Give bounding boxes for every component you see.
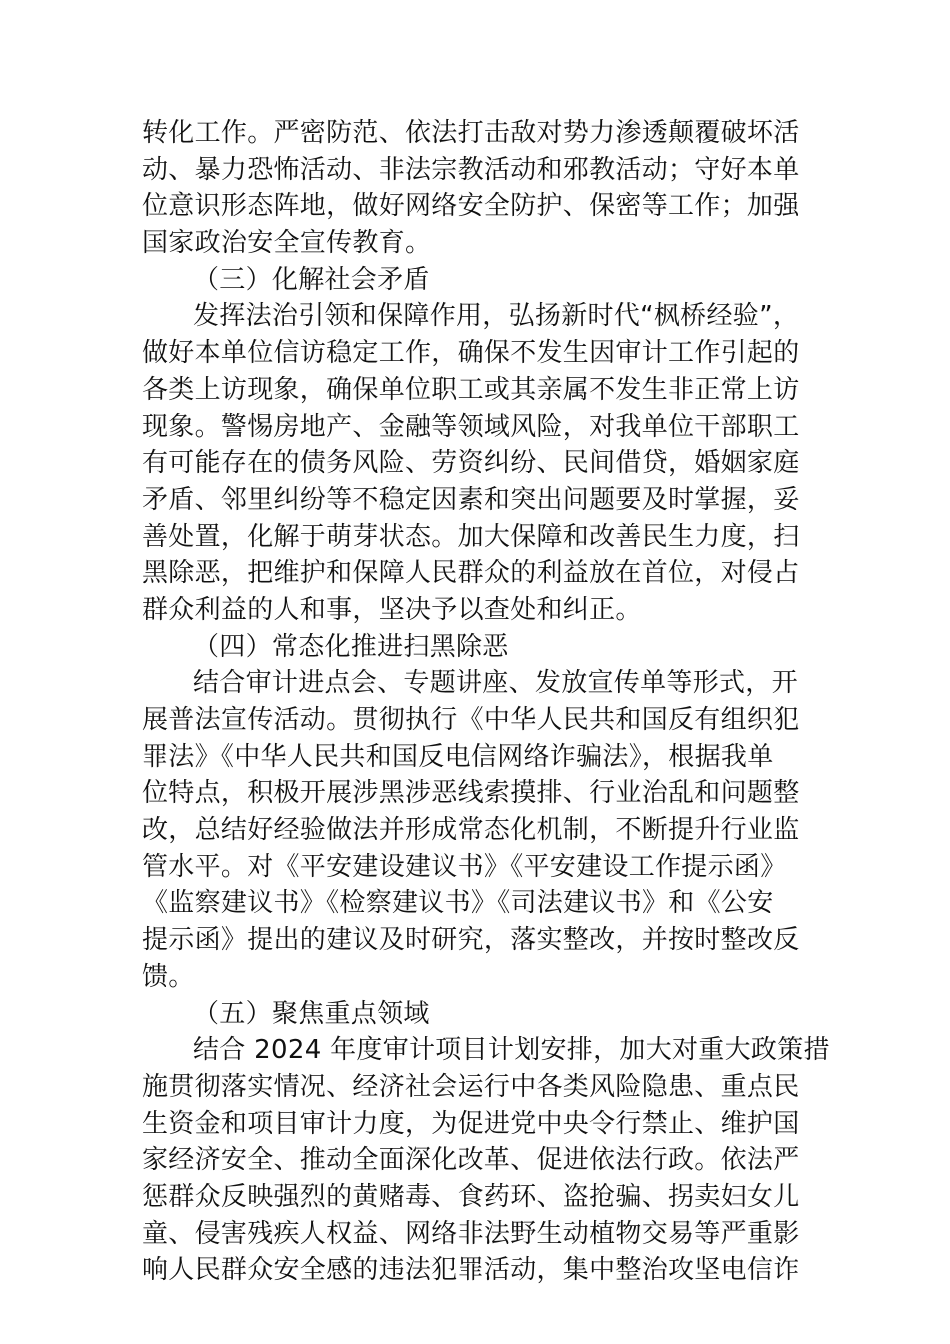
section-heading-4: （四）常态化推进扫黑除恶 — [193, 631, 509, 662]
body-line: 发挥法治引领和保障作用，弘扬新时代“枫桥经验”， — [193, 301, 800, 332]
body-line: 提示函》提出的建议及时研究，落实整改，并按时整改反 — [142, 925, 800, 956]
body-line: 结合 2024 年度审计项目计划安排，加大对重大政策措 — [193, 1035, 830, 1066]
body-line: 罪法》《中华人民共和国反电信网络诈骗法》，根据我单 — [142, 741, 774, 772]
body-line: 响人民群众安全感的违法犯罪活动，集中整治攻坚电信诈 — [142, 1255, 800, 1286]
body-line: 施贯彻落实情况、经济社会运行中各类风险隐患、重点民 — [142, 1071, 800, 1102]
body-line: 现象。警惕房地产、金融等领域风险，对我单位干部职工 — [142, 411, 800, 442]
body-line: 国家政治安全宣传教育。 — [142, 228, 432, 259]
body-line: 做好本单位信访稳定工作，确保不发生因审计工作引起的 — [142, 338, 800, 369]
body-line: 各类上访现象，确保单位职工或其亲属不发生非正常上访 — [142, 374, 800, 405]
body-line: 改，总结好经验做法并形成常态化机制，不断提升行业监 — [142, 815, 800, 846]
body-line: 动、暴力恐怖活动、非法宗教活动和邪教活动；守好本单 — [142, 154, 800, 185]
body-line: 馈。 — [142, 961, 195, 992]
body-line: 结合审计进点会、专题讲座、发放宣传单等形式，开 — [193, 668, 798, 699]
document-page — [142, 115, 832, 1289]
body-line: 有可能存在的债务风险、劳资纠纷、民间借贷，婚姻家庭 — [142, 448, 800, 479]
body-line: 家经济安全、推动全面深化改革、促进依法行政。依法严 — [142, 1145, 800, 1176]
body-line: 矛盾、邻里纠纷等不稳定因素和突出问题要及时掌握，妥 — [142, 484, 800, 515]
body-line: 管水平。对《平安建设建议书》《平安建设工作提示函》 — [142, 851, 787, 882]
body-line: 展普法宣传活动。贯彻执行《中华人民共和国反有组织犯 — [142, 705, 800, 735]
body-line: 生资金和项目审计力度，为促进党中央令行禁止、维护国 — [142, 1108, 800, 1139]
body-line: 黑除恶，把维护和保障人民群众的利益放在首位，对侵占 — [142, 558, 800, 589]
section-heading-5: （五）聚焦重点领域 — [193, 998, 430, 1029]
body-line: 善处置，化解于萌芽状态。加大保障和改善民生力度，扫 — [142, 521, 800, 552]
body-line: 转化工作。严密防范、依法打击敌对势力渗透颠覆破坏活 — [142, 118, 800, 148]
section-heading-3: （三）化解社会矛盾 — [193, 264, 430, 295]
body-line: 惩群众反映强烈的黄赌毒、食药环、盗抢骗、拐卖妇女儿 — [142, 1181, 800, 1212]
body-line: 群众利益的人和事，坚决予以查处和纠正。 — [142, 594, 642, 625]
body-line: 童、侵害残疾人权益、网络非法野生动植物交易等严重影 — [142, 1218, 800, 1249]
body-line: 位特点，积极开展涉黑涉恶线索摸排、行业治乱和问题整 — [142, 778, 800, 809]
body-line: 位意识形态阵地，做好网络安全防护、保密等工作；加强 — [142, 191, 800, 222]
body-line: 《监察建议书》《检察建议书》《司法建议书》和《公安 — [142, 888, 774, 919]
